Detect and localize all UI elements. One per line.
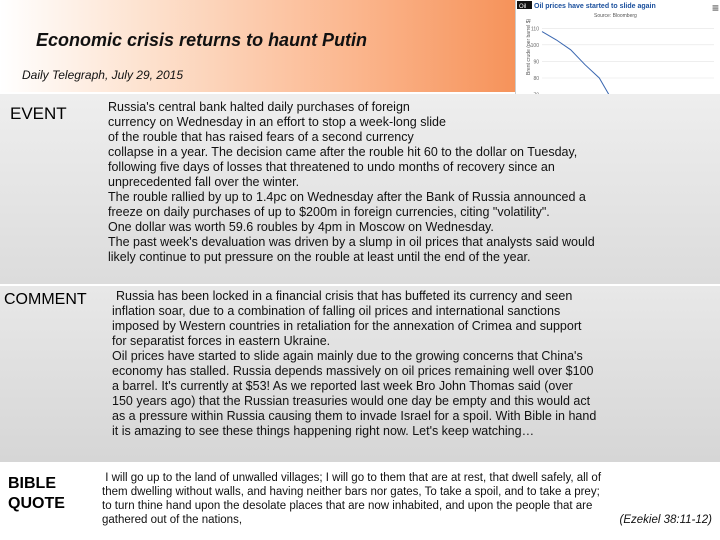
comment-body [112, 289, 712, 439]
event-line: Russia's central bank halted daily purchases of foreign [108, 100, 410, 114]
event-line: unprecedented fall over the winter. [108, 175, 300, 189]
event-line: collapse in a year. The decision came after the rouble hit 60 to the dollar on Tuesday, [108, 145, 578, 159]
comment-line: Russia has been locked in a financial crisis that has buffeted its currency and seen [116, 289, 573, 303]
comment-line: it is amazing to see these things happening right now. Let's keep watching… [112, 424, 535, 438]
bible-label [8, 474, 65, 514]
comment-line: inflation soar, due to a combination of falling oil prices and international sanctions [112, 304, 561, 318]
bible-line [102, 513, 714, 527]
bible-line: to turn thine hand upon the desolate places that are now inhabited, and upon the people that are [102, 500, 593, 512]
bible-label-line1: BIBLE [8, 475, 56, 492]
comment-line: 150 years ago) that the Russian treasuries would one day be empty and this would act [112, 394, 591, 408]
event-line: likely continue to put pressure on the rouble at least until the end of the year. [108, 250, 531, 264]
chart-title: Oil prices have started to slide again [534, 3, 656, 10]
source-line: Daily Telegraph, July 29, 2015 [22, 68, 183, 82]
comment-label: COMMENT [4, 291, 87, 308]
event-line: freeze on daily purchases of up to $200m in foreign currencies, citing "volatility". [108, 205, 550, 219]
bible-line: them dwelling without walls, and having neither bars nor gates, To take a spoil, and to take a prey; [102, 486, 600, 498]
event-line: of the rouble that has raised fears of a second currency [108, 130, 414, 144]
bible-line: I will go up to the land of unwalled villages; I will go to them that are at rest, that dwell safely, all of [102, 472, 602, 484]
event-body [108, 100, 708, 265]
bible-label-line2: QUOTE [8, 495, 65, 512]
chart-ytick-label: 90 [533, 59, 539, 66]
event-label: EVENT [10, 104, 67, 123]
oil-logo-text: Oil [519, 4, 527, 10]
bible-line-last: gathered out of the nations, [102, 514, 243, 526]
menu-icon[interactable]: ≡ [711, 1, 719, 15]
event-line: following five days of losses that threatened to undo months of recovery since an [108, 160, 555, 174]
slide-title: Economic crisis returns to haunt Putin [36, 30, 368, 50]
comment-line: economy has stalled. Russia depends massively on oil prices remaining well over $100 [112, 364, 594, 378]
comment-line: as a pressure within Russia causing them to invade Israel for a spoil. With Bible in hand [112, 409, 597, 423]
chart-source: Source: Bloomberg [594, 13, 637, 19]
comment-line: for separatist forces in eastern Ukraine. [112, 334, 331, 348]
chart-ytick-label: 80 [533, 76, 539, 82]
event-line: currency on Wednesday in an effort to stop a week-long slide [108, 115, 446, 129]
comment-line: a barrel. It's currently at $53! As we reported last week Bro John Thomas said (over [112, 379, 573, 393]
event-line: The past week's devaluation was driven by a slump in oil prices that analysts said would [108, 235, 595, 249]
bible-quote-body [102, 471, 714, 527]
comment-line: imposed by Western countries in retaliation for the annexation of Crimea and support [112, 319, 582, 333]
event-line: One dollar was worth 59.6 roubles by 4pm in Moscow on Wednesday. [108, 220, 494, 234]
bible-reference: (Ezekiel 38:11-12) [619, 514, 712, 526]
chart-ytick-label: 110 [531, 26, 539, 33]
chart-ylabel: Brent crude (per barrel $) [526, 18, 532, 75]
event-line: The rouble rallied by up to 1.4pc on Wednesday after the Bank of Russia announced a [108, 190, 586, 204]
chart-ytick-label: 100 [530, 42, 539, 49]
comment-line: Oil prices have started to slide again mainly due to the growing concerns that China's [112, 349, 583, 363]
